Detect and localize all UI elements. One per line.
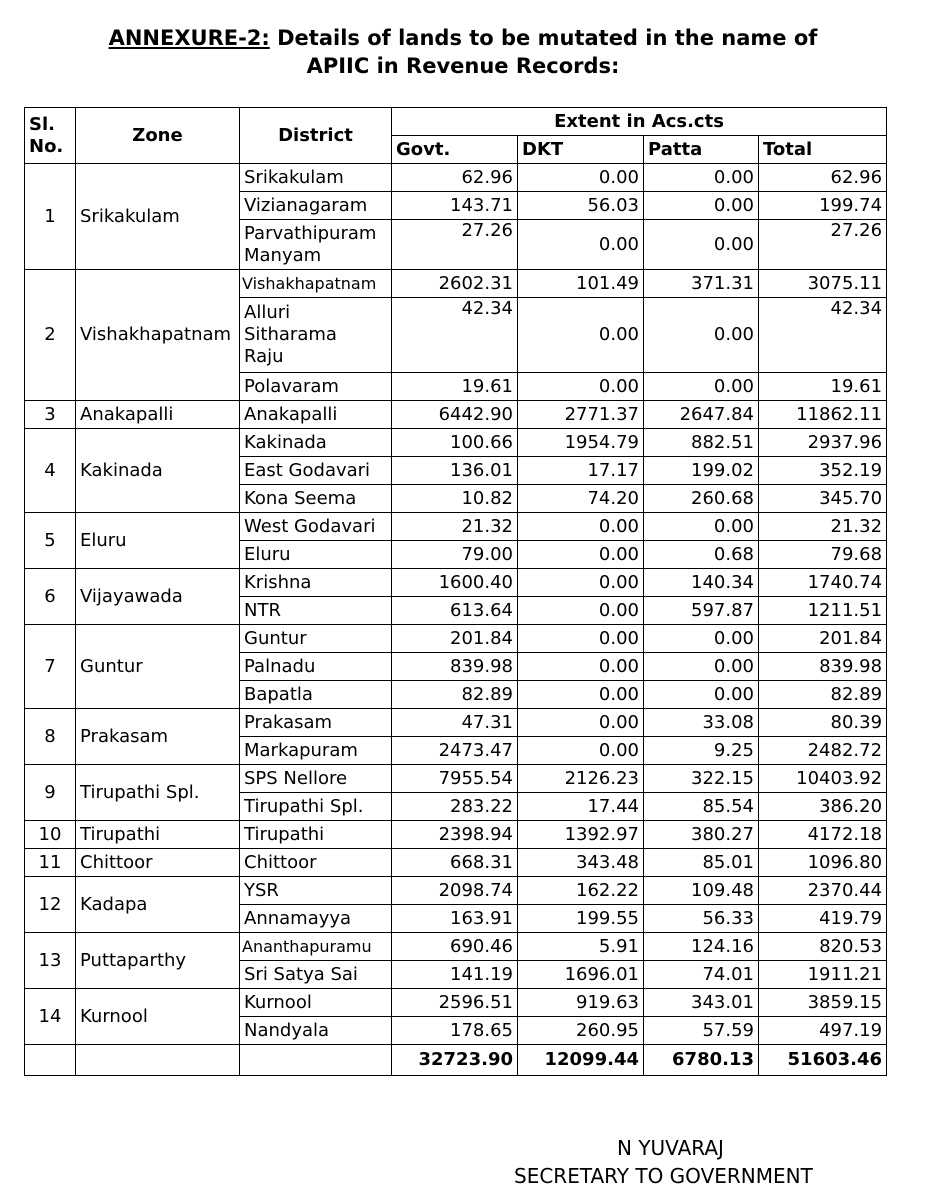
patta-cell: 371.31 <box>644 270 759 298</box>
total-cell: 27.26 <box>759 220 887 270</box>
table-row <box>25 164 887 192</box>
district-cell: Parvathipuram Manyam <box>240 220 392 270</box>
dkt-cell: 2126.23 <box>518 765 644 793</box>
patta-cell: 322.15 <box>644 765 759 793</box>
patta-cell: 0.00 <box>644 513 759 541</box>
dkt-cell: 0.00 <box>518 513 644 541</box>
patta-cell: 0.00 <box>644 220 759 270</box>
table-row <box>25 765 887 793</box>
patta-cell: 9.25 <box>644 737 759 765</box>
dkt-cell: 1696.01 <box>518 961 644 989</box>
total-cell: 42.34 <box>759 298 887 373</box>
header-patta: Patta <box>644 136 759 164</box>
govt-cell: 163.91 <box>392 905 518 933</box>
district-cell: Krishna <box>240 569 392 597</box>
dkt-cell: 1954.79 <box>518 429 644 457</box>
dkt-cell: 0.00 <box>518 541 644 569</box>
total-cell: 2370.44 <box>759 877 887 905</box>
govt-cell: 2398.94 <box>392 821 518 849</box>
heading-line-2: APIIC in Revenue Records: <box>306 54 620 78</box>
total-patta-cell: 6780.13 <box>644 1045 759 1076</box>
dkt-cell: 74.20 <box>518 485 644 513</box>
govt-cell: 201.84 <box>392 625 518 653</box>
dkt-cell: 0.00 <box>518 625 644 653</box>
district-cell: Vizianagaram <box>240 192 392 220</box>
district-cell: Chittoor <box>240 849 392 877</box>
district-cell: West Godavari <box>240 513 392 541</box>
patta-cell: 0.00 <box>644 192 759 220</box>
total-dkt-cell: 12099.44 <box>518 1045 644 1076</box>
table-row <box>25 877 887 905</box>
dkt-cell: 0.00 <box>518 709 644 737</box>
table-row <box>25 270 887 298</box>
dkt-cell: 260.95 <box>518 1017 644 1045</box>
govt-cell: 82.89 <box>392 681 518 709</box>
total-cell: 80.39 <box>759 709 887 737</box>
zone-cell: Eluru <box>76 513 240 569</box>
sl-no-cell: 14 <box>25 989 76 1045</box>
total-cell: 201.84 <box>759 625 887 653</box>
sl-no-cell: 4 <box>25 429 76 513</box>
govt-cell: 79.00 <box>392 541 518 569</box>
govt-cell: 1600.40 <box>392 569 518 597</box>
total-cell: 11862.11 <box>759 401 887 429</box>
patta-cell: 109.48 <box>644 877 759 905</box>
zone-cell: Vijayawada <box>76 569 240 625</box>
total-cell: 62.96 <box>759 164 887 192</box>
header-extent: Extent in Acs.cts <box>392 108 887 136</box>
total-cell: 19.61 <box>759 373 887 401</box>
total-cell: 419.79 <box>759 905 887 933</box>
total-cell: 820.53 <box>759 933 887 961</box>
patta-cell: 124.16 <box>644 933 759 961</box>
district-cell: Markapuram <box>240 737 392 765</box>
patta-cell: 0.00 <box>644 298 759 373</box>
table-row <box>25 709 887 737</box>
sl-no-cell: 11 <box>25 849 76 877</box>
patta-cell: 140.34 <box>644 569 759 597</box>
district-cell: SPS Nellore <box>240 765 392 793</box>
signatory-designation: SECRETARY TO GOVERNMENT <box>514 1164 813 1188</box>
sl-no-cell: 13 <box>25 933 76 989</box>
document-heading <box>0 24 926 80</box>
govt-cell: 143.71 <box>392 192 518 220</box>
govt-cell: 10.82 <box>392 485 518 513</box>
district-cell: Eluru <box>240 541 392 569</box>
dkt-cell: 2771.37 <box>518 401 644 429</box>
dkt-cell: 0.00 <box>518 569 644 597</box>
signatory-name: N YUVARAJ <box>617 1136 724 1160</box>
patta-cell: 56.33 <box>644 905 759 933</box>
zone-cell: Chittoor <box>76 849 240 877</box>
total-cell: 79.68 <box>759 541 887 569</box>
total-cell: 21.32 <box>759 513 887 541</box>
dkt-cell: 162.22 <box>518 877 644 905</box>
total-cell: 345.70 <box>759 485 887 513</box>
zone-cell: Guntur <box>76 625 240 709</box>
total-cell: 1911.21 <box>759 961 887 989</box>
district-cell: Annamayya <box>240 905 392 933</box>
district-cell: Guntur <box>240 625 392 653</box>
district-cell: Vishakhapatnam <box>240 270 392 298</box>
table-row <box>25 625 887 653</box>
govt-cell: 178.65 <box>392 1017 518 1045</box>
district-cell: Anakapalli <box>240 401 392 429</box>
table-row <box>25 933 887 961</box>
sl-no-cell: 7 <box>25 625 76 709</box>
totals-zone-cell <box>76 1045 240 1076</box>
table-row <box>25 821 887 849</box>
district-cell: NTR <box>240 597 392 625</box>
header-total: Total <box>759 136 887 164</box>
district-cell: Bapatla <box>240 681 392 709</box>
total-cell: 1211.51 <box>759 597 887 625</box>
lands-table <box>24 107 887 1076</box>
zone-cell: Puttaparthy <box>76 933 240 989</box>
table-row <box>25 989 887 1017</box>
dkt-cell: 0.00 <box>518 373 644 401</box>
dkt-cell: 0.00 <box>518 597 644 625</box>
total-cell: 1740.74 <box>759 569 887 597</box>
patta-cell: 57.59 <box>644 1017 759 1045</box>
govt-cell: 19.61 <box>392 373 518 401</box>
sl-no-cell: 3 <box>25 401 76 429</box>
govt-cell: 2473.47 <box>392 737 518 765</box>
grand-total-cell: 51603.46 <box>759 1045 887 1076</box>
zone-cell: Tirupathi <box>76 821 240 849</box>
district-cell: Kurnool <box>240 989 392 1017</box>
patta-cell: 0.00 <box>644 164 759 192</box>
govt-cell: 668.31 <box>392 849 518 877</box>
header-dkt: DKT <box>518 136 644 164</box>
patta-cell: 0.00 <box>644 681 759 709</box>
heading-title-part-1: Details of lands to be mutated in the name of <box>269 26 818 50</box>
govt-cell: 839.98 <box>392 653 518 681</box>
govt-cell: 62.96 <box>392 164 518 192</box>
govt-cell: 6442.90 <box>392 401 518 429</box>
sl-no-cell: 12 <box>25 877 76 933</box>
zone-cell: Vishakhapatnam <box>76 270 240 401</box>
district-cell: Prakasam <box>240 709 392 737</box>
sl-no-cell: 1 <box>25 164 76 270</box>
dkt-cell: 101.49 <box>518 270 644 298</box>
govt-cell: 690.46 <box>392 933 518 961</box>
total-cell: 1096.80 <box>759 849 887 877</box>
district-cell: Alluri Sitharama Raju <box>240 298 392 373</box>
total-cell: 2482.72 <box>759 737 887 765</box>
govt-cell: 613.64 <box>392 597 518 625</box>
district-cell: Polavaram <box>240 373 392 401</box>
header-sl-no: Sl. No. <box>25 108 76 164</box>
zone-cell: Tirupathi Spl. <box>76 765 240 821</box>
dkt-cell: 0.00 <box>518 220 644 270</box>
patta-cell: 74.01 <box>644 961 759 989</box>
total-cell: 3859.15 <box>759 989 887 1017</box>
district-cell: Palnadu <box>240 653 392 681</box>
dkt-cell: 1392.97 <box>518 821 644 849</box>
heading-line-1 <box>0 24 926 52</box>
dkt-cell: 919.63 <box>518 989 644 1017</box>
totals-row <box>25 1045 887 1076</box>
patta-cell: 85.01 <box>644 849 759 877</box>
zone-cell: Kadapa <box>76 877 240 933</box>
total-cell: 199.74 <box>759 192 887 220</box>
govt-cell: 7955.54 <box>392 765 518 793</box>
total-cell: 4172.18 <box>759 821 887 849</box>
dkt-cell: 199.55 <box>518 905 644 933</box>
dkt-cell: 5.91 <box>518 933 644 961</box>
govt-cell: 42.34 <box>392 298 518 373</box>
district-cell: Srikakulam <box>240 164 392 192</box>
total-cell: 386.20 <box>759 793 887 821</box>
patta-cell: 0.00 <box>644 653 759 681</box>
dkt-cell: 17.44 <box>518 793 644 821</box>
sl-no-cell: 9 <box>25 765 76 821</box>
sl-no-cell: 2 <box>25 270 76 401</box>
header-district: District <box>240 108 392 164</box>
district-cell: Tirupathi Spl. <box>240 793 392 821</box>
govt-cell: 141.19 <box>392 961 518 989</box>
govt-cell: 136.01 <box>392 457 518 485</box>
dkt-cell: 0.00 <box>518 164 644 192</box>
total-cell: 839.98 <box>759 653 887 681</box>
total-cell: 2937.96 <box>759 429 887 457</box>
patta-cell: 85.54 <box>644 793 759 821</box>
totals-sl-cell <box>25 1045 76 1076</box>
total-cell: 82.89 <box>759 681 887 709</box>
patta-cell: 0.00 <box>644 373 759 401</box>
patta-cell: 343.01 <box>644 989 759 1017</box>
zone-cell: Srikakulam <box>76 164 240 270</box>
district-cell: East Godavari <box>240 457 392 485</box>
district-cell: YSR <box>240 877 392 905</box>
table-row <box>25 401 887 429</box>
zone-cell: Anakapalli <box>76 401 240 429</box>
dkt-cell: 0.00 <box>518 737 644 765</box>
govt-cell: 2602.31 <box>392 270 518 298</box>
total-cell: 352.19 <box>759 457 887 485</box>
patta-cell: 0.00 <box>644 625 759 653</box>
district-cell: Kona Seema <box>240 485 392 513</box>
patta-cell: 380.27 <box>644 821 759 849</box>
govt-cell: 2596.51 <box>392 989 518 1017</box>
patta-cell: 33.08 <box>644 709 759 737</box>
total-cell: 10403.92 <box>759 765 887 793</box>
govt-cell: 47.31 <box>392 709 518 737</box>
total-cell: 497.19 <box>759 1017 887 1045</box>
total-cell: 3075.11 <box>759 270 887 298</box>
district-cell: Sri Satya Sai <box>240 961 392 989</box>
district-cell: Nandyala <box>240 1017 392 1045</box>
dkt-cell: 17.17 <box>518 457 644 485</box>
zone-cell: Kakinada <box>76 429 240 513</box>
header-zone: Zone <box>76 108 240 164</box>
sl-no-cell: 6 <box>25 569 76 625</box>
table-row <box>25 569 887 597</box>
annexure-label: ANNEXURE-2: <box>108 26 270 50</box>
header-govt: Govt. <box>392 136 518 164</box>
patta-cell: 2647.84 <box>644 401 759 429</box>
zone-cell: Kurnool <box>76 989 240 1045</box>
sl-no-cell: 8 <box>25 709 76 765</box>
dkt-cell: 56.03 <box>518 192 644 220</box>
district-cell: Ananthapuramu <box>240 933 392 961</box>
sl-no-cell: 10 <box>25 821 76 849</box>
table-row <box>25 849 887 877</box>
table-row <box>25 513 887 541</box>
dkt-cell: 0.00 <box>518 653 644 681</box>
district-cell: Tirupathi <box>240 821 392 849</box>
patta-cell: 260.68 <box>644 485 759 513</box>
patta-cell: 882.51 <box>644 429 759 457</box>
sl-no-cell: 5 <box>25 513 76 569</box>
govt-cell: 27.26 <box>392 220 518 270</box>
patta-cell: 597.87 <box>644 597 759 625</box>
table-row <box>25 429 887 457</box>
dkt-cell: 0.00 <box>518 681 644 709</box>
patta-cell: 199.02 <box>644 457 759 485</box>
dkt-cell: 0.00 <box>518 298 644 373</box>
patta-cell: 0.68 <box>644 541 759 569</box>
dkt-cell: 343.48 <box>518 849 644 877</box>
govt-cell: 21.32 <box>392 513 518 541</box>
total-govt-cell: 32723.90 <box>392 1045 518 1076</box>
govt-cell: 283.22 <box>392 793 518 821</box>
govt-cell: 100.66 <box>392 429 518 457</box>
totals-district-cell <box>240 1045 392 1076</box>
zone-cell: Prakasam <box>76 709 240 765</box>
govt-cell: 2098.74 <box>392 877 518 905</box>
district-cell: Kakinada <box>240 429 392 457</box>
